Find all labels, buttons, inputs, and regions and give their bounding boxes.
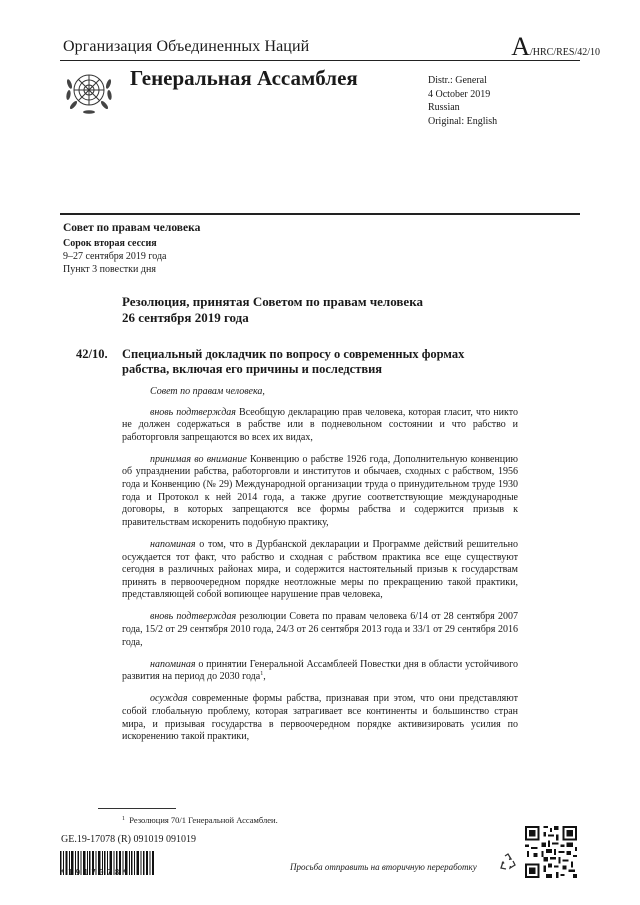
document-symbol-code: /HRC/RES/42/10 [529,47,600,58]
council-name: Совет по правам человека [63,222,201,234]
resolution-number: 42/10. [76,347,108,361]
recycle-icon [498,852,518,872]
paragraph-lead: вновь подтверждая [150,406,236,418]
barcode-number: *1917078* [60,868,131,877]
recycle-text: Просьба отправить на вторичную переработку [290,862,477,872]
un-emblem-icon [64,66,114,116]
paragraph-tail: , [263,671,266,683]
organization-name: Организация Объединенных Наций [63,38,310,55]
preamble-paragraph [122,611,518,649]
footnote-rule [98,808,176,809]
paragraph-text: о принятии Генеральной Ассамблеей Повестки дня в области устойчивого развития на период до 2030 года [122,658,518,683]
distribution-line: 4 October 2019 [428,88,491,100]
qr-code-icon [525,826,577,878]
paragraph-lead: вновь подтверждая [150,611,237,623]
paragraph-text: Всеобщую декларацию прав человека, которая гласит, что никто не должен содержаться в рабстве или в подневольном состоянии и что рабство и работорговля запрещаются во всех их видах, [122,406,518,443]
resolution-subject-line: Специальный докладчик по вопросу о современных формах [122,347,465,361]
footnote-text: Резолюция 70/1 Генеральной Ассамблеи. [129,815,278,825]
preamble-paragraph [122,407,518,445]
paragraph-text: Конвенцию о рабстве 1926 года, Дополнительную конвенцию об упразднении рабства, работорговли и институтов и обычаев, сходных с рабством, 1956 года и Конвенцию (№ 29) Международной организации труда о принудительном труде 1930 года и Протокол к ней 2014 года, а также другие соответствующие международные договоры, в которых запрещаются все формы рабства и содержится призыв к правительствам искоренить подобную практику, [122,453,518,528]
header-rule [60,60,580,61]
session-name: Сорок вторая сессия [63,238,157,249]
preamble-intro [122,386,518,399]
session-dates: 9–27 сентября 2019 года [63,251,167,262]
resolution-subject [122,347,502,377]
distribution-line: Russian [428,102,460,113]
distribution-block [428,74,497,128]
paragraph-text: резолюции Совета по правам человека 6/14 от 28 сентября 2007 года, 15/2 от 29 сентября 2010 года, 24/3 от 26 сентября 2013 года и 33/1 от 29 сентября 2016 года, [122,611,518,648]
resolution-body [122,386,518,753]
document-symbol-letter: A [511,32,530,61]
footnote-mark: 1 [122,816,125,822]
paragraph-lead: напоминая [150,538,196,550]
paragraph-lead: напоминая [150,658,196,670]
paragraph-lead: осуждая [150,693,188,705]
distribution-line: Original: English [428,115,498,127]
resolution-title [122,294,522,326]
paragraph-lead: принимая во внимание [150,453,247,465]
preamble-intro-text: Совет по правам человека, [150,386,265,397]
preamble-paragraph [122,693,518,743]
resolution-title-line: Резолюция, принятая Советом по правам человека [122,294,423,309]
section-rule [60,213,580,215]
resolution-title-line: 26 сентября 2019 года [122,310,249,325]
assembly-title: Генеральная Ассамблея [130,66,358,90]
footnote [122,815,278,825]
footnote-reference[interactable]: 1 [260,671,264,678]
paragraph-text: современные формы рабства, признавая при этом, что они представляют собой глобальную проблему, которая затрагивает все континенты и большинство стран мира, и призывая государства в первоочередном порядке активизировать усилия по искоренению такой практики, [122,693,518,743]
agenda-item: Пункт 3 повестки дня [63,264,156,275]
resolution-subject-line: рабства, включая его причины и последствия [122,362,383,376]
document-code: GE.19-17078 (R) 091019 091019 [61,834,196,845]
preamble-paragraph [122,539,518,602]
paragraph-text: о том, что в Дурбанской декларации и Программе действий решительно осуждается тот факт, что рабство и сходная с рабством практика все еще существуют сегодня в различных районах мира, и содержится настоятельный призыв к государствам принять в первоочередном порядке неотложные меры по прекращению такой практики, представляющей собой вопиющее нарушение прав человека, [122,538,518,601]
document-symbol [511,34,600,60]
preamble-paragraph [122,454,518,530]
preamble-paragraph [122,659,518,684]
distribution-line: Distr.: General [428,75,487,86]
